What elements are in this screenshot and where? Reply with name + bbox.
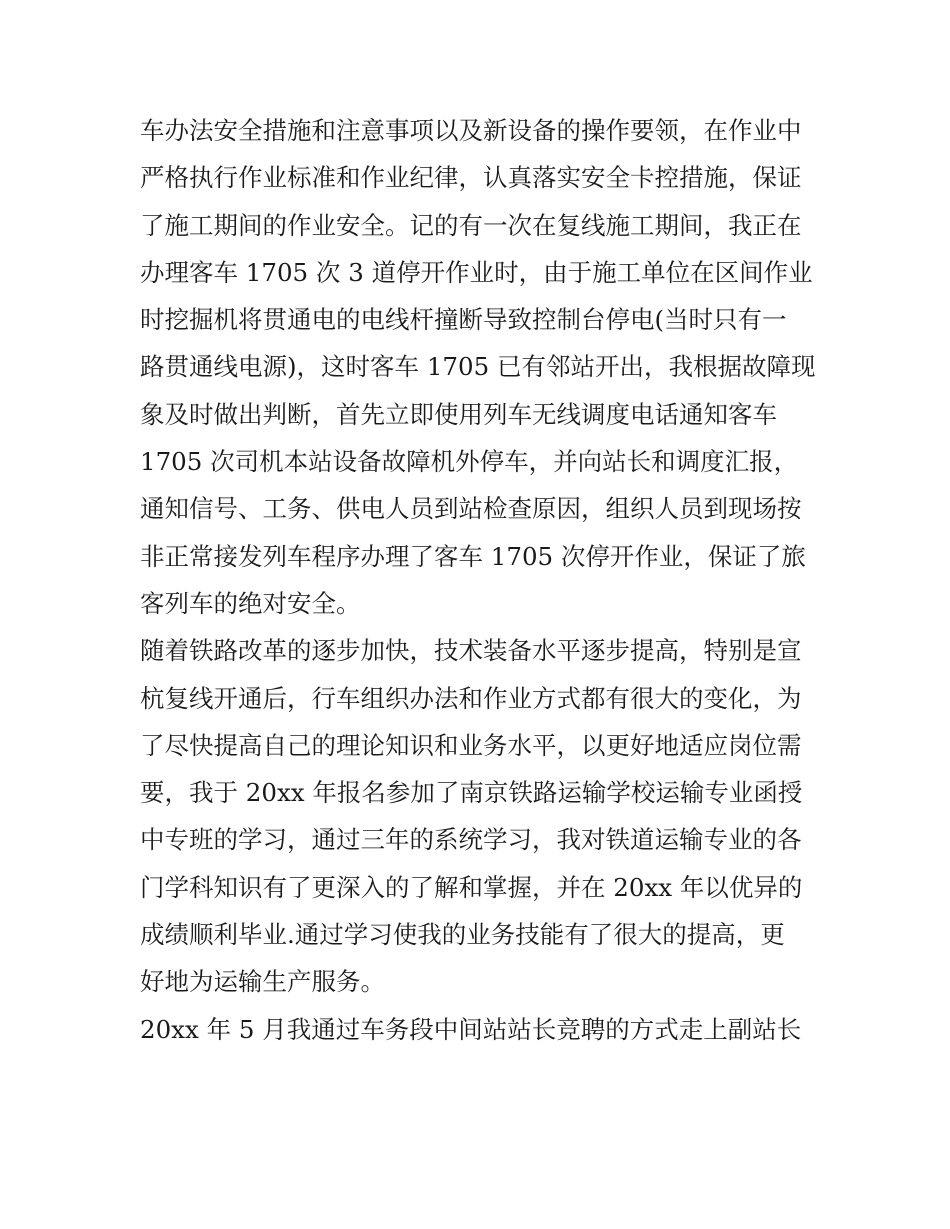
paragraph-study	[140, 627, 820, 1005]
text-line: 办理客车 1705 次 3 道停开作业时，由于施工单位在区间作业	[140, 257, 813, 287]
text-line: 要，我于 20xx 年报名参加了南京铁路运输学校运输专业函授	[140, 778, 803, 808]
paragraph-incident-report	[140, 107, 820, 627]
text-line: 客列车的绝对安全。	[140, 588, 361, 618]
text-line: 中专班的学习，通过三年的系统学习，我对铁道运输专业的各	[140, 825, 802, 855]
text-line: 20xx 年 5 月我通过车务段中间站站长竞聘的方式走上副站长	[140, 1014, 802, 1044]
text-line: 时挖掘机将贯通电的电线杆撞断导致控制台停电(当时只有一	[140, 305, 787, 335]
text-line: 严格执行作业标准和作业纪律，认真落实安全卡控措施，保证	[140, 163, 802, 193]
text-line: 了尽快提高自己的理论知识和业务水平，以更好地适应岗位需	[140, 730, 802, 760]
text-line: 了施工期间的作业安全。记的有一次在复线施工期间，我正在	[140, 210, 802, 240]
text-line: 成绩顺利毕业.通过学习使我的业务技能有了很大的提高，更	[140, 920, 785, 950]
text-line: 通知信号、工务、供电人员到站检查原因，组织人员到现场按	[140, 494, 802, 524]
text-line: 路贯通线电源)，这时客车 1705 已有邻站开出，我根据故障现	[140, 352, 816, 382]
text-line: 随着铁路改革的逐步加快，技术装备水平逐步提高，特别是宣	[140, 636, 802, 666]
text-line: 好地为运输生产服务。	[140, 967, 385, 997]
text-line: 杭复线开通后，行车组织办法和作业方式都有很大的变化，为	[140, 683, 802, 713]
text-line: 门学科知识有了更深入的了解和掌握，并在 20xx 年以优异的	[140, 872, 803, 902]
text-line: 1705 次司机本站设备故障机外停车，并向站长和调度汇报，	[140, 447, 799, 477]
text-line: 象及时做出判断，首先立即使用列车无线调度电话通知客车	[140, 399, 777, 429]
document-body	[140, 107, 820, 1053]
text-line: 非正常接发列车程序办理了客车 1705 次停开作业，保证了旅	[140, 541, 806, 571]
paragraph-promotion	[140, 1006, 820, 1053]
text-line: 车办法安全措施和注意事项以及新设备的操作要领，在作业中	[140, 116, 802, 145]
